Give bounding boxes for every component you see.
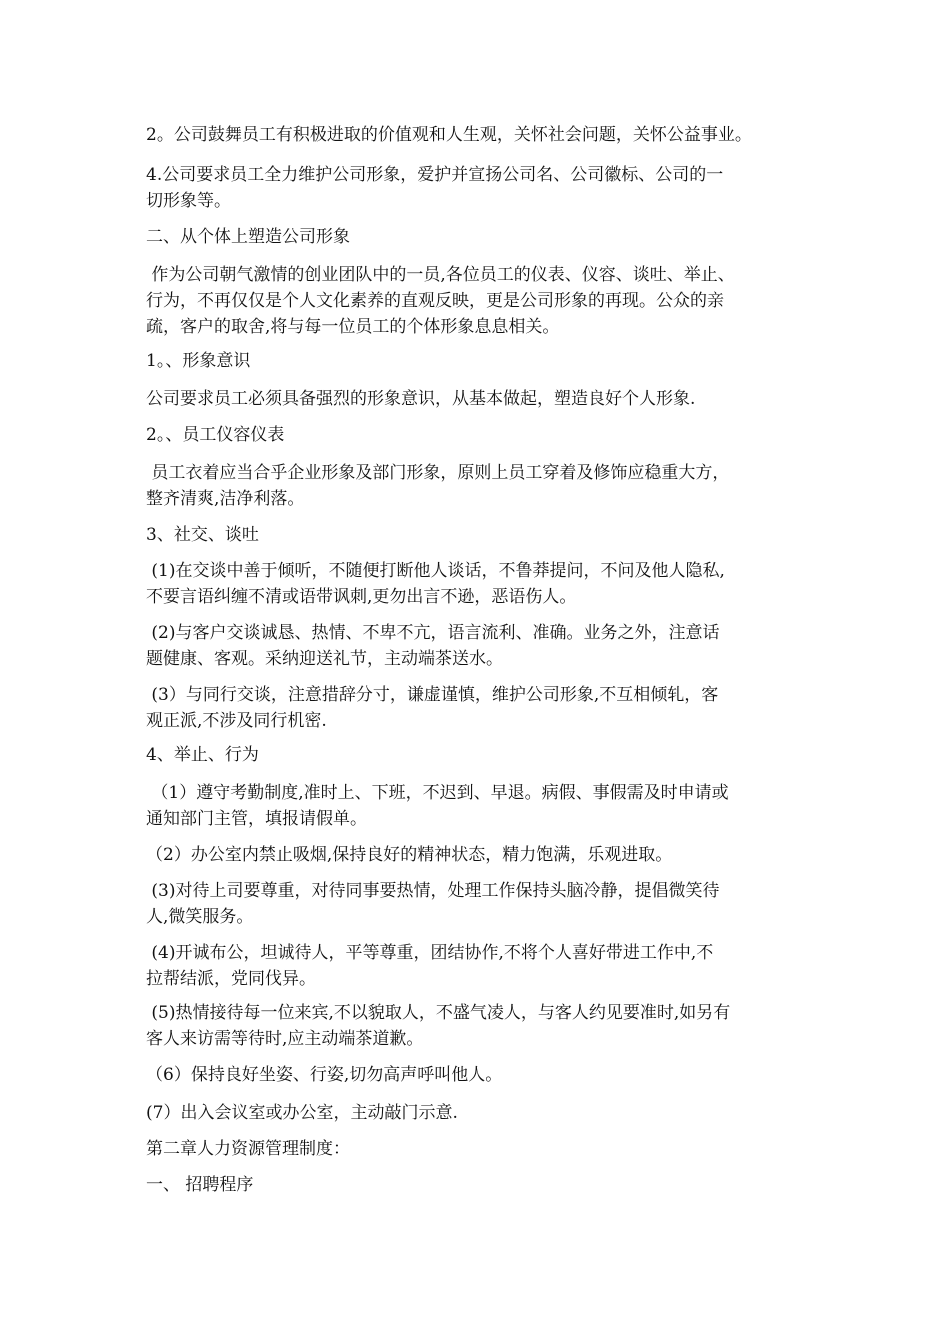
paragraph-5: 员工衣着应当合乎企业形象及部门形象，原则上员工穿着及修饰应稳重大方， 整齐清爽,洁净利落。 (146, 463, 730, 509)
paragraph-14: （6）保持良好坐姿、行姿,切勿高声呼叫他人。 (146, 1065, 503, 1085)
paragraph-13: (5)热情接待每一位来宾,不以貌取人，不盛气凌人，与客人约见要准时,如另有 客人来访需等待时,应主动端茶道歉。 (146, 1003, 731, 1049)
paragraph-1: 2。公司鼓舞员工有积极进取的价值观和人生观，关怀社会问题，关怀公益事业。 (146, 125, 752, 145)
paragraph-11: (3)对待上司要尊重，对待同事要热情，处理工作保持头脑冷静，提倡微笑待 人,微笑服务。 (146, 881, 720, 927)
paragraph-3: 作为公司朝气激情的创业团队中的一员,各位员工的仪表、仪容、谈吐、举止、 行为，不再仅仅是个人文化素养的直观反映，更是公司形象的再现。公众的亲 疏，客户的取舍,将与每一位员工的个体形象息息相关。 (146, 265, 735, 337)
paragraph-15: (7）出入会议室或办公室，主动敲门示意. (146, 1103, 458, 1123)
paragraph-12: (4)开诚布公，坦诚待人，平等尊重，团结协作,不将个人喜好带进工作中,不 拉帮结派，党同伐异。 (146, 943, 714, 989)
chapter-heading-hr: 第二章人力资源管理制度： (146, 1139, 350, 1159)
paragraph-10: （2）办公室内禁止吸烟,保持良好的精神状态，精力饱满，乐观进取。 (146, 845, 673, 865)
subheading-social-talk: 3、社交、谈吐 (146, 525, 259, 545)
subheading-image-awareness: 1。、形象意识 (146, 351, 251, 371)
section-heading-recruitment: 一、 招聘程序 (146, 1175, 254, 1195)
paragraph-2: 4.公司要求员工全力维护公司形象，爱护并宣扬公司名、公司徽标、公司的一 切形象等。 (146, 165, 724, 211)
paragraph-4: 公司要求员工必须具备强烈的形象意识，从基本做起，塑造良好个人形象. (146, 389, 696, 409)
paragraph-7: (2)与客户交谈诚恳、热情、不卑不亢，语言流利、准确。业务之外，注意话 题健康、客观。采纳迎送礼节，主动端茶送水。 (146, 623, 720, 669)
subheading-behavior: 4、举止、行为 (146, 745, 259, 765)
paragraph-6: (1)在交谈中善于倾听，不随便打断他人谈话，不鲁莽提问，不问及他人隐私, 不要言语纠缠不清或语带讽刺,更勿出言不逊，恶语伤人。 (146, 561, 725, 607)
section-heading-individual-image: 二、从个体上塑造公司形象 (146, 227, 350, 247)
subheading-appearance: 2。、员工仪容仪表 (146, 425, 285, 445)
paragraph-8: (3）与同行交谈，注意措辞分寸，谦虚谨慎，维护公司形象,不互相倾轧，客 观正派,不涉及同行机密. (146, 685, 719, 731)
paragraph-9: （1）遵守考勤制度,准时上、下班，不迟到、早退。病假、事假需及时申请或 通知部门主管，填报请假单。 (146, 783, 729, 829)
